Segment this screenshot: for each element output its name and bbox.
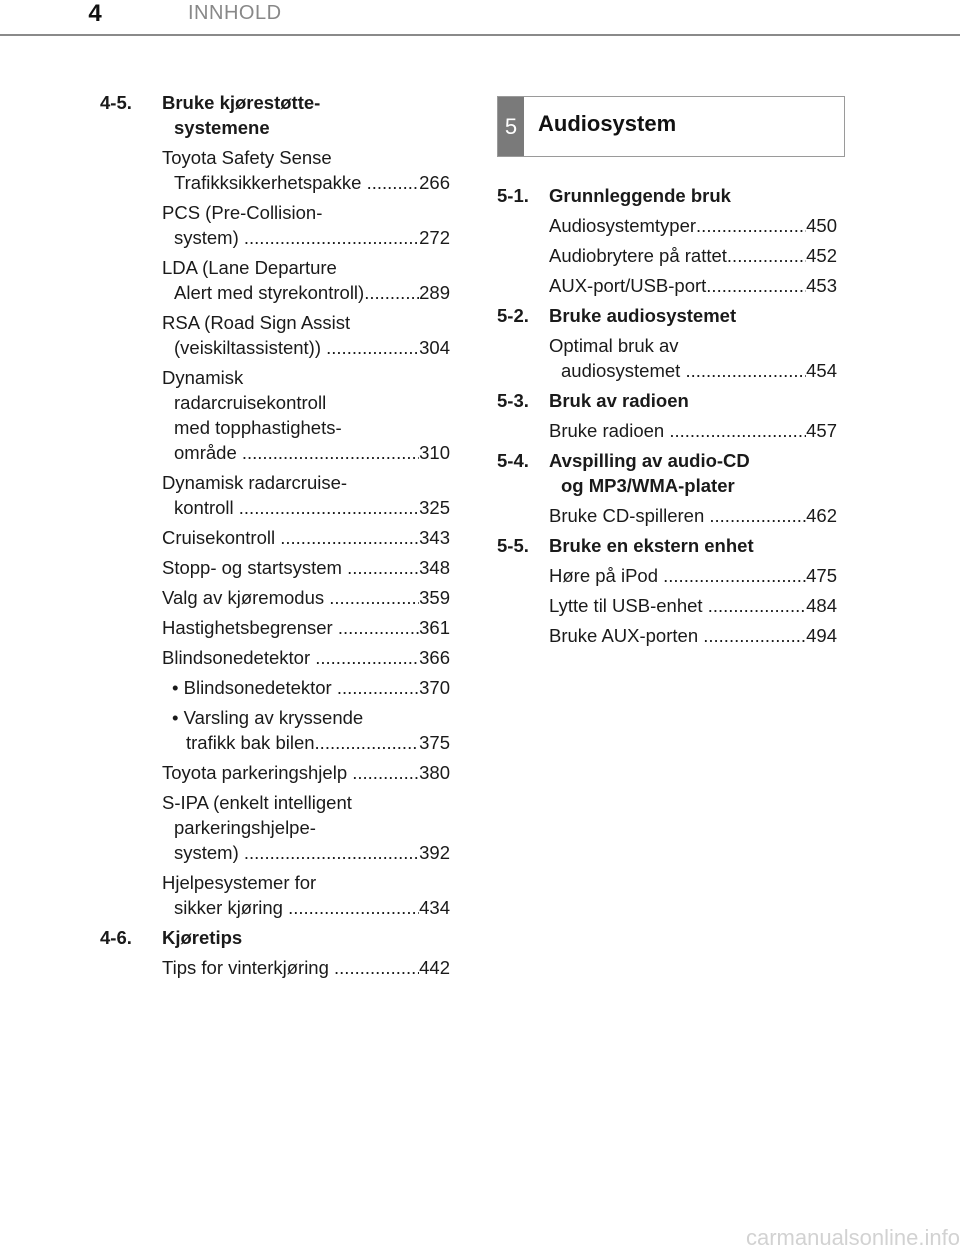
chapter-title: Audiosystem: [538, 111, 677, 136]
dot-leader: [334, 955, 419, 980]
toc-entry: [162, 255, 450, 305]
header-title: INNHOLD: [188, 2, 282, 24]
toc-page-number: 450: [806, 215, 837, 236]
dot-leader: [244, 840, 419, 865]
toc-page-number: 325: [419, 497, 450, 518]
dot-leader: [352, 760, 419, 785]
toc-entry-last-line: [162, 280, 450, 305]
section-number: 5-1.: [497, 185, 529, 206]
dot-leader: [280, 525, 419, 550]
toc-entry: [549, 213, 837, 238]
toc-entry-last-line: [162, 760, 450, 785]
toc-entry-text: • Blindsonedetektor: [172, 677, 337, 698]
toc-page-number: 462: [806, 505, 837, 526]
toc-right-column: [497, 183, 837, 653]
section-number: 5-5.: [497, 535, 529, 556]
section-title: [162, 90, 450, 140]
section-number: 5-3.: [497, 390, 529, 411]
section-title-line: Kjøretips: [162, 927, 243, 948]
toc-entry-text: Stopp- og startsystem: [162, 557, 348, 578]
toc-entry-text: Toyota parkeringshjelp: [162, 762, 353, 783]
section-title-line: Bruk av radioen: [549, 390, 689, 411]
toc-entry-last-line: [162, 895, 450, 920]
toc-page-number: 370: [419, 677, 450, 698]
toc-entry-line: Hjelpesystemer for: [162, 872, 317, 893]
toc-page-number: 453: [806, 275, 837, 296]
toc-entry: [162, 955, 450, 980]
toc-page-number: 272: [419, 227, 450, 248]
toc-entry: [162, 200, 450, 250]
toc-entry-last-line: [549, 593, 837, 618]
toc-entry-text: AUX-port/USB-port: [549, 275, 707, 296]
toc-entry: [549, 333, 837, 383]
toc-section-heading: [497, 448, 837, 498]
toc-entry-last-line: [549, 503, 837, 528]
toc-page-number: 434: [419, 897, 450, 918]
toc-entry: [162, 760, 450, 785]
section-title: [549, 183, 837, 208]
watermark: carmanualsonline.info: [745, 1225, 960, 1250]
toc-entry-text: Bruke radioen: [549, 420, 670, 441]
toc-page-number: 392: [419, 842, 450, 863]
section-title: [162, 925, 450, 950]
toc-section-heading: [497, 183, 837, 208]
toc-entry-last-line: [549, 418, 837, 443]
toc-entry-last-line: [162, 555, 450, 580]
section-title-line: systemene: [174, 117, 270, 138]
toc-entry-last-line: [549, 213, 837, 238]
toc-entry-text: Valg av kjøremodus: [162, 587, 330, 608]
dot-leader: [338, 615, 419, 640]
toc-entry-text: kontroll: [174, 497, 239, 518]
toc-entry-last-line: [162, 840, 450, 865]
toc-entry: [162, 870, 450, 920]
toc-entry-text: Tips for vinterkjøring: [162, 957, 335, 978]
toc-entry-last-line: [162, 495, 450, 520]
toc-section-heading: [100, 925, 450, 950]
toc-section-heading: [497, 303, 837, 328]
dot-leader: [364, 280, 419, 305]
chapter-box: [497, 96, 845, 157]
dot-leader: [663, 563, 806, 588]
toc-section-heading: [497, 388, 837, 413]
toc-entry-text: Bruke CD-spilleren: [549, 505, 710, 526]
toc-entry: [162, 555, 450, 580]
toc-entry-line: RSA (Road Sign Assist: [162, 312, 351, 333]
toc-page-number: 452: [806, 245, 837, 266]
toc-entry-line: Dynamisk: [162, 367, 244, 388]
toc-entry-text: Cruisekontroll: [162, 527, 281, 548]
dot-leader: [337, 675, 419, 700]
toc-entry-last-line: [162, 170, 450, 195]
toc-entry-last-line: [162, 525, 450, 550]
toc-section-heading: [497, 533, 837, 558]
toc-page-number: 380: [419, 762, 450, 783]
toc-page-number: 310: [419, 442, 450, 463]
toc-entry: [549, 243, 837, 268]
dot-leader: [727, 243, 806, 268]
toc-entry: [162, 470, 450, 520]
toc-section-heading: [100, 90, 450, 140]
toc-entry: [162, 790, 450, 865]
toc-entry: [549, 593, 837, 618]
toc-entry-last-line: [162, 335, 450, 360]
toc-entry-last-line: [549, 563, 837, 588]
toc-entry-line: Toyota Safety Sense: [162, 147, 332, 168]
section-number: 4-5.: [100, 92, 132, 113]
dot-leader: [242, 440, 419, 465]
toc-entry-text: (veiskiltassistent)): [174, 337, 327, 358]
toc-entry-line: • Varsling av kryssende: [172, 707, 364, 728]
dot-leader: [288, 895, 419, 920]
dot-leader: [315, 645, 419, 670]
toc-entry: [162, 645, 450, 670]
dot-leader: [329, 585, 419, 610]
toc-entry-last-line: [172, 675, 450, 700]
toc-entry-text: Høre på iPod: [549, 565, 664, 586]
toc-entry-text: Audiobrytere på rattet: [549, 245, 727, 266]
toc-entry: [162, 310, 450, 360]
toc-entry: [549, 418, 837, 443]
toc-entry-line: med topphastighets-: [174, 417, 342, 438]
toc-entry-last-line: [162, 615, 450, 640]
dot-leader: [326, 335, 419, 360]
toc-page-number: 484: [806, 595, 837, 616]
dot-leader: [347, 555, 419, 580]
section-number: 5-2.: [497, 305, 529, 326]
toc-entry-text: trafikk bak bilen: [186, 732, 315, 753]
dot-leader: [703, 623, 806, 648]
toc-entry-last-line: [162, 645, 450, 670]
section-title-line: og MP3/WMA-plater: [561, 475, 735, 496]
toc-entry-last-line: [162, 955, 450, 980]
dot-leader: [709, 503, 806, 528]
toc-entry: [162, 525, 450, 550]
toc-page-number: 348: [419, 557, 450, 578]
toc-entry-text: system): [174, 227, 244, 248]
section-title: [549, 533, 837, 558]
page-number: 4: [88, 0, 102, 27]
toc-page-number: 304: [419, 337, 450, 358]
toc-entry-line: Optimal bruk av: [549, 335, 679, 356]
section-title-line: Avspilling av audio-CD: [549, 450, 750, 471]
toc-entry-last-line: [549, 358, 837, 383]
toc-entry: [549, 273, 837, 298]
toc-entry-last-line: [549, 243, 837, 268]
section-title-line: Bruke en ekstern enhet: [549, 535, 754, 556]
toc-entry-last-line: [549, 623, 837, 648]
toc-entry-text: Blindsonedetektor: [162, 647, 316, 668]
dot-leader: [685, 358, 806, 383]
toc-entry: [172, 675, 450, 700]
toc-entry-text: audiosystemet: [561, 360, 686, 381]
toc-page-number: 266: [419, 172, 450, 193]
toc-page-number: 494: [806, 625, 837, 646]
toc-entry-line: PCS (Pre-Collision-: [162, 202, 323, 223]
chapter-number: 5: [498, 97, 524, 156]
dot-leader: [315, 730, 420, 755]
toc-left-column: [100, 90, 450, 985]
toc-entry-last-line: [162, 225, 450, 250]
dot-leader: [244, 225, 419, 250]
toc-page-number: 457: [806, 420, 837, 441]
page-header: [0, 0, 960, 36]
toc-entry-line: radarcruisekontroll: [174, 392, 327, 413]
toc-page-number: 475: [806, 565, 837, 586]
toc-page-number: 361: [419, 617, 450, 638]
toc-entry-text: Alert med styrekontroll): [174, 282, 365, 303]
toc-entry-text: Audiosystemtyper: [549, 215, 697, 236]
dot-leader: [706, 273, 806, 298]
toc-entry-text: Trafikksikkerhetspakke: [174, 172, 367, 193]
toc-entry-last-line: [549, 273, 837, 298]
toc-page-number: 375: [419, 732, 450, 753]
toc-entry-last-line: [162, 440, 450, 465]
toc-entry: [162, 585, 450, 610]
toc-entry-text: Hastighetsbegrenser: [162, 617, 338, 638]
toc-page-number: 454: [806, 360, 837, 381]
toc-page-number: 442: [419, 957, 450, 978]
toc-entry-text: Bruke AUX-porten: [549, 625, 704, 646]
toc-page-number: 343: [419, 527, 450, 548]
section-title: [549, 303, 837, 328]
toc-page-number: 359: [419, 587, 450, 608]
header-rule: [0, 34, 960, 36]
toc-entry-line: LDA (Lane Departure: [162, 257, 337, 278]
toc-entry-line: parkeringshjelpe-: [174, 817, 316, 838]
toc-entry: [162, 365, 450, 465]
toc-entry: [172, 705, 450, 755]
toc-page-number: 366: [419, 647, 450, 668]
toc-entry-text: Lytte til USB-enhet: [549, 595, 708, 616]
toc-entry-text: system): [174, 842, 244, 863]
dot-leader: [239, 495, 419, 520]
toc-entry: [549, 623, 837, 648]
section-title: [549, 448, 837, 498]
dot-leader: [708, 593, 806, 618]
section-title-line: Bruke audiosystemet: [549, 305, 737, 326]
toc-page-number: 289: [419, 282, 450, 303]
dot-leader: [367, 170, 420, 195]
dot-leader: [669, 418, 806, 443]
toc-entry: [162, 615, 450, 640]
toc-entry-line: Dynamisk radarcruise-: [162, 472, 348, 493]
toc-entry-last-line: [162, 585, 450, 610]
toc-entry-text: sikker kjøring: [174, 897, 289, 918]
section-title-line: Bruke kjørestøtte-: [162, 92, 321, 113]
section-number: 4-6.: [100, 927, 132, 948]
dot-leader: [696, 213, 806, 238]
toc-entry-last-line: [172, 730, 450, 755]
toc-entry: [162, 145, 450, 195]
toc-entry: [549, 503, 837, 528]
section-title-line: Grunnleggende bruk: [549, 185, 731, 206]
toc-entry: [549, 563, 837, 588]
section-title: [549, 388, 837, 413]
section-number: 5-4.: [497, 450, 529, 471]
toc-entry-line: S-IPA (enkelt intelligent: [162, 792, 352, 813]
toc-entry-text: område: [174, 442, 242, 463]
